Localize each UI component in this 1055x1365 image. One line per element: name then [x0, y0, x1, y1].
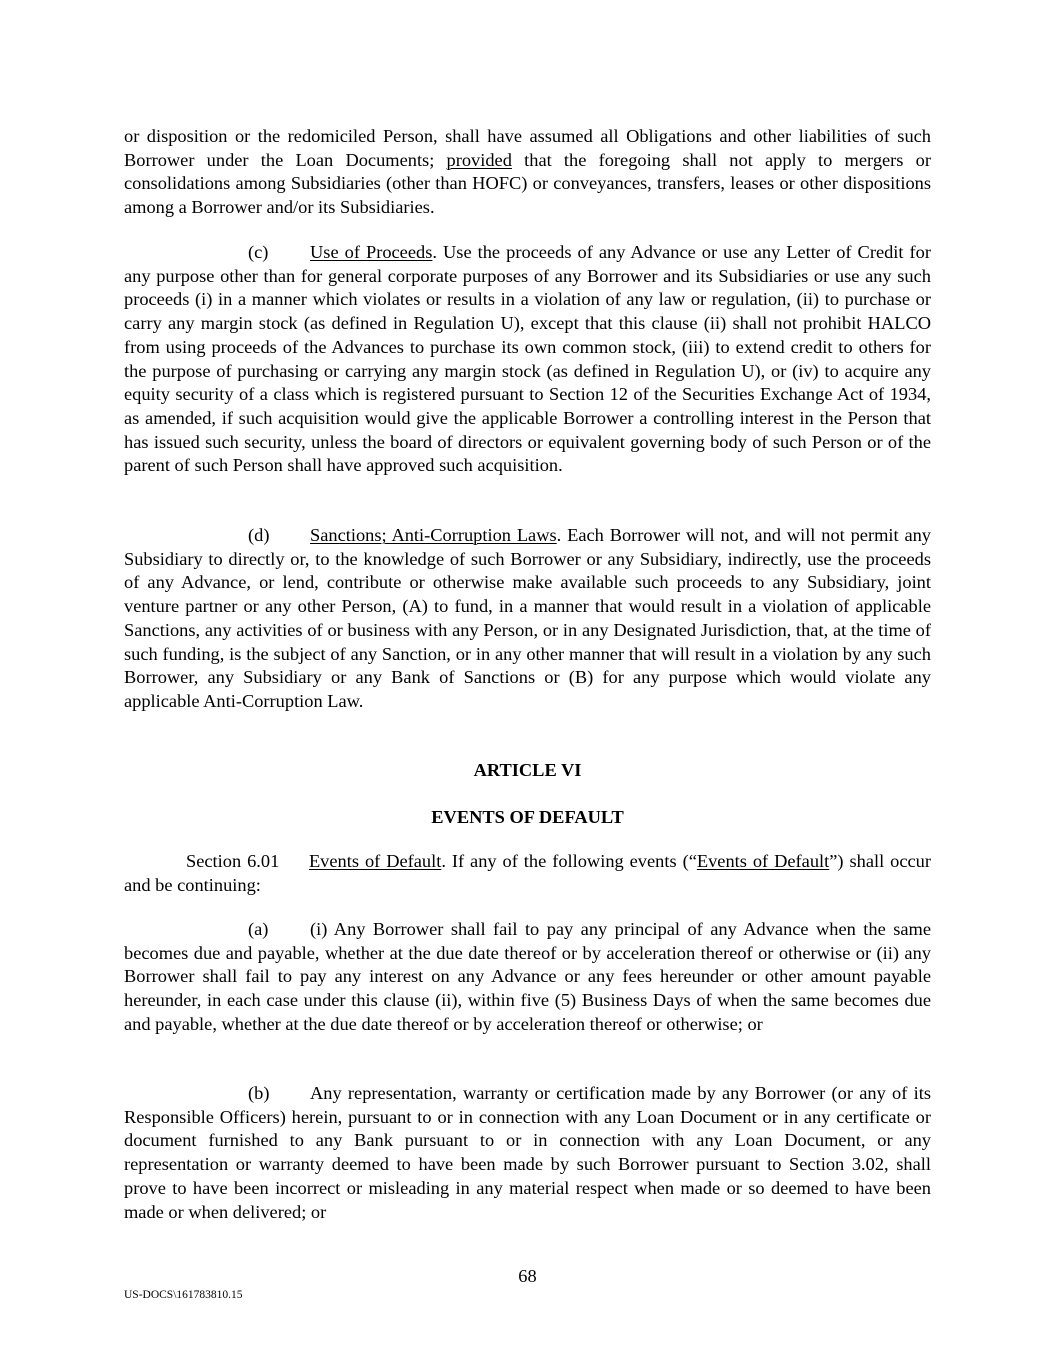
continuation-text-2: that the foregoing shall not apply to mergers or consolidations among Subsidiaries (other than HOFC) or conveyances, transfers, leases or other dispositions among a Borrower and/or its Subsidiaries. [124, 149, 931, 218]
clause-d-title: Sanctions; Anti-Corruption Laws [310, 525, 557, 545]
clause-d-label: (d) [248, 525, 270, 545]
item-a-paragraph [124, 918, 931, 1037]
article-title: EVENTS OF DEFAULT [431, 807, 624, 827]
clause-d-paragraph [124, 524, 931, 714]
clause-c-title: Use of Proceeds [310, 242, 433, 262]
section-text-2: ”) shall occur and be continuing: [124, 851, 931, 895]
item-a-label: (a) [248, 919, 269, 939]
section-6-01-paragraph [124, 850, 931, 897]
document-id: US-DOCS\161783810.15 [124, 1289, 243, 1301]
continuation-text-1: or disposition or the redomiciled Person, shall have assumed all Obligations and other liabilities of such Borrower under the Loan Documents; [124, 126, 931, 170]
item-b-body: Any representation, warranty or certification made by any Borrower (or any of its Responsible Officers) herein, pursuant to or in connection with any Loan Document or in any certificate or document furnished to any Bank pursuant to or in connection with any Loan Document, or any representation or warranty deemed to have been made by such Borrower pursuant to Section 3.02, shall prove to have been incorrect or misleading in any material respect when made or so deemed to have been made or when delivered; or [124, 1083, 931, 1222]
article-heading: ARTICLE VI [473, 760, 582, 780]
section-text-1: . If any of the following events (“ [441, 851, 697, 871]
defined-term-events-of-default: Events of Default [696, 851, 830, 871]
page-number: 68 [518, 1266, 537, 1286]
section-label: Section 6.01 [186, 851, 280, 871]
provided-term: provided [446, 149, 512, 170]
clause-c-paragraph [124, 241, 931, 478]
item-b-paragraph [124, 1082, 931, 1224]
clause-d-body: . Each Borrower will not, and will not permit any Subsidiary to directly or, to the knowledge of such Borrower or any Subsidiary, indirectly, use the proceeds of any Advance, or lend, contribute or otherwise make available such proceeds to any Subsidiary, joint venture partner or any other Person, (A) to fund, in a manner that would result in a violation of applicable Sanctions, any activities of or business with any Person, or in any Designated Jurisdiction, that, at the time of such funding, is the subject of any Sanction, or in any other manner that will result in a violation by any such Borrower, any Subsidiary or any Bank of Sanctions or (B) for any purpose which would violate any applicable Anti-Corruption Law. [124, 525, 932, 711]
continuation-paragraph [124, 125, 931, 220]
item-b-label: (b) [248, 1083, 270, 1103]
clause-c-body: . Use the proceeds of any Advance or use any Letter of Credit for any purpose other than for general corporate purposes of any Borrower and its Subsidiaries or use any such proceeds (i) in a manner which violates or results in a violation of any law or regulation, (ii) to purchase or carry any margin stock (as defined in Regulation U), except that this clause (ii) shall not prohibit HALCO from using proceeds of the Advances to purchase its own common stock, (iii) to extend credit to others for the purpose of purchasing or carrying any margin stock (as defined in Regulation U), or (iv) to acquire any equity security of a class which is registered pursuant to Section 12 of the Securities Exchange Act of 1934, as amended, if such acquisition would give the applicable Borrower a controlling interest in the Person that has issued such security, unless the board of directors or equivalent governing body of such Person or of the parent of such Person shall have approved such acquisition. [124, 242, 931, 476]
section-title: Events of Default [308, 851, 442, 871]
clause-c-label: (c) [248, 242, 269, 262]
item-a-body: (i) Any Borrower shall fail to pay any principal of any Advance when the same becomes due and payable, whether at the due date thereof or by acceleration thereof or otherwise or (ii) any Borrower shall fail to pay any interest on any Advance or any fees hereunder or other amount payable hereunder, in each case under this clause (ii), within five (5) Business Days of when the same becomes due and payable, whether at the due date thereof or by acceleration thereof or otherwise; or [124, 919, 931, 1034]
